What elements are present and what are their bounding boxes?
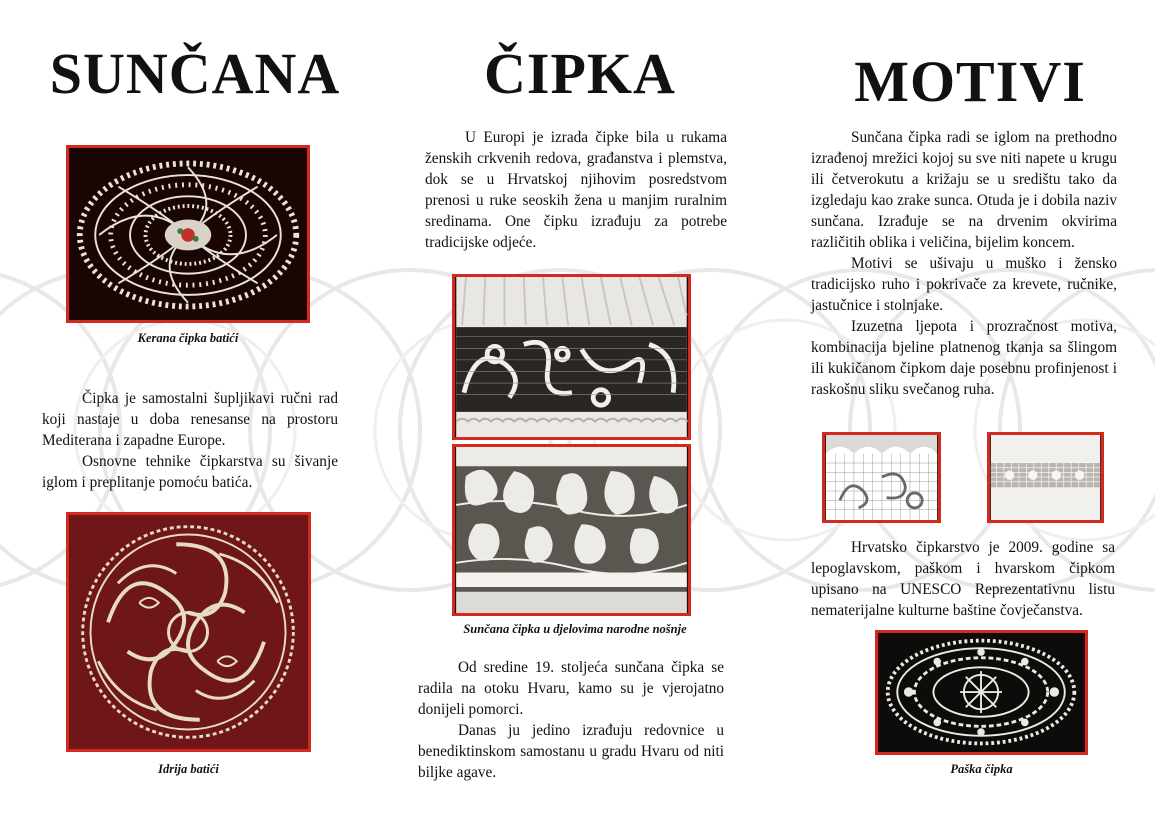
- caption-kerana: Kerana čipka batići: [137, 331, 239, 345]
- motif-photo-1: [822, 432, 941, 523]
- left-paragraph-1: Čipka je samostalni šupljikavi ručni rad koji nastaje u doba renesanse na prostoru Mediterana i zapadne Europe.: [42, 390, 338, 449]
- middle-text-top: [425, 127, 727, 253]
- right-text-bottom: [811, 537, 1115, 621]
- middle-paragraph-3: Danas ju jedino izrađuju redovnice u benediktinskom samostanu u gradu Hvaru od niti biljke agave.: [418, 722, 724, 781]
- idrija-lace-photo: [66, 512, 311, 752]
- right-text-top: [811, 127, 1117, 400]
- right-paragraph-2: Motivi se ušivaju u muško i žensko tradicijsko ruho i pokrivače za krevete, ručnike, jastučnice i stolnjake.: [811, 255, 1117, 314]
- middle-paragraph-1: U Europi je izrada čipke bila u rukama ženskih crkvenih redova, građanstva i plemstva, dok se u Hrvatskoj njihovim posredstvom prenosi u ruke seoskih žena u manjim ruralnim sredinama. One čipku izrađuju za potrebe tradicijske odjeće.: [425, 129, 727, 251]
- left-paragraph-2: Osnovne tehnike čipkarstva su šivanje iglom i preplitanje pomoću batića.: [42, 453, 338, 491]
- right-paragraph-4: Hrvatsko čipkarstvo je 2009. godine sa lepoglavskom, paškom i hvarskom čipkom upisano na UNESCO Reprezentativnu listu nematerijalne kulturne baštine čovječanstva.: [811, 539, 1115, 619]
- motif-photo-2: [987, 432, 1104, 523]
- costume-lace-photo-1: [452, 274, 691, 440]
- kerana-lace-photo: [66, 145, 310, 323]
- title-cipka: ČIPKA: [484, 41, 676, 106]
- caption-idrija: Idrija batići: [158, 762, 219, 776]
- right-paragraph-1: Sunčana čipka radi se iglom na prethodno izrađenoj mrežici kojoj su sve niti napete u krugu ili četverokutu a križaju se u središtu tako da izgledaju kao zrake sunca. Otuda je i dobila naziv sunčana. Izrađuje se na drvenim okvirima različitih oblika i veličina, bijelim koncem.: [811, 129, 1117, 251]
- left-text: [42, 388, 338, 493]
- caption-paska: Paška čipka: [950, 762, 1013, 776]
- right-paragraph-3: Izuzetna ljepota i prozračnost motiva, kombinacija bjeline platnenog tkanja sa šlingom ili kukičanom čipkom daje posebnu profinjenost i raskošnu sliku svečanog ruha.: [811, 318, 1117, 398]
- costume-lace-photo-2: [452, 444, 691, 616]
- title-suncana: SUNČANA: [49, 41, 341, 106]
- title-motivi: MOTIVI: [854, 49, 1086, 114]
- middle-paragraph-2: Od sredine 19. stoljeća sunčana čipka se radila na otoku Hvaru, kamo su je vjerojatno donijeli pomorci.: [418, 659, 724, 718]
- middle-text-bottom: [418, 657, 724, 783]
- caption-narodna-nosnja: Sunčana čipka u djelovima narodne nošnje: [463, 622, 687, 636]
- paska-lace-photo: [875, 630, 1088, 755]
